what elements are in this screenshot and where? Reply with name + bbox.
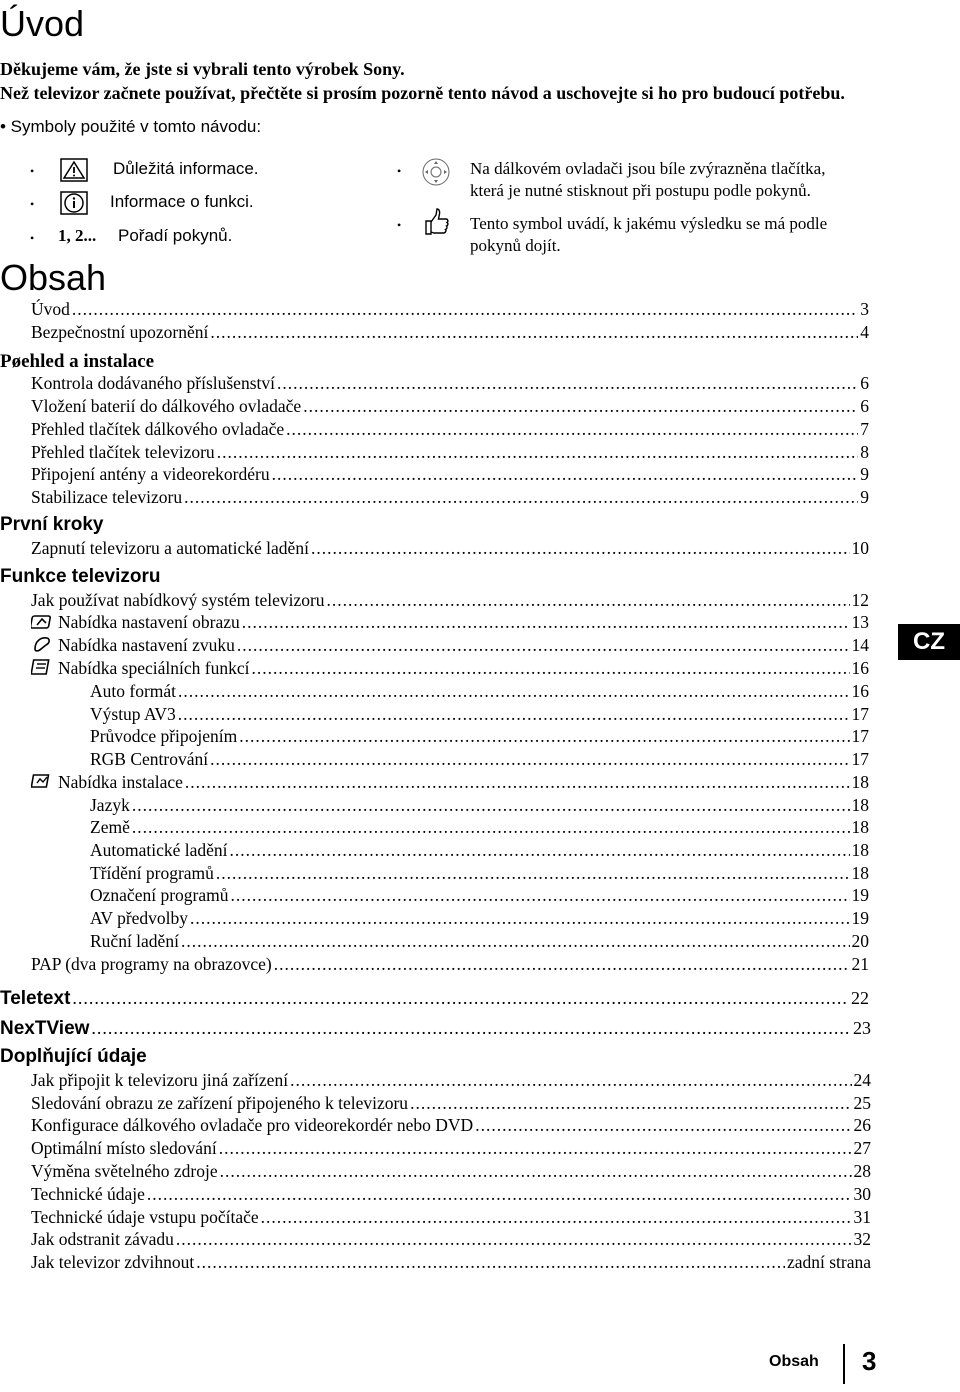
toc-entry-page: 8 xyxy=(860,442,869,462)
toc-entry-page: 14 xyxy=(851,635,869,655)
intro-thanks: Děkujeme vám, že jste si vybrali tento výrobek Sony. xyxy=(0,59,405,79)
toc-entry-page: 21 xyxy=(851,954,869,974)
toc-entry-text: Přehled tlačítek televizoru xyxy=(31,442,215,462)
toc-entry-text: Třídění programů xyxy=(90,863,214,883)
toc-entry-page: 17 xyxy=(851,726,869,746)
toc-section-prehled: Pøehled a instalace xyxy=(0,351,155,372)
toc-entry-page: 31 xyxy=(853,1207,871,1227)
toc-entry-page: 30 xyxy=(853,1184,871,1204)
toc-entry[interactable] xyxy=(31,486,869,508)
info-circle-icon xyxy=(60,191,88,215)
bullet: • xyxy=(30,164,35,178)
toc-entry-page: 12 xyxy=(851,590,869,610)
symbol-info-text: Informace o funkci. xyxy=(110,192,254,211)
toc-entry-text: Vložení baterií do dálkového ovladače xyxy=(31,396,302,416)
toc-entry-text: Teletext xyxy=(0,988,71,1009)
toc-entry-page: 17 xyxy=(851,704,869,724)
toc-entry[interactable] xyxy=(31,1069,871,1091)
toc-entry[interactable] xyxy=(90,907,869,929)
toc-entry-text: Jak odstranit závadu xyxy=(31,1229,174,1249)
bullet: • xyxy=(397,164,402,178)
symbol-result-line2: pokynů dojít. xyxy=(470,236,561,255)
toc-entry[interactable] xyxy=(90,862,869,884)
page-title: Úvod xyxy=(0,3,85,44)
toc-entry-page: 19 xyxy=(851,908,869,928)
toc-entry-text: Ruční ladění xyxy=(90,931,179,951)
toc-entry-page: 25 xyxy=(853,1093,871,1113)
sound-menu-icon xyxy=(31,635,53,653)
toc-entry-text: Průvodce připojením xyxy=(90,726,238,746)
toc-entry[interactable] xyxy=(31,1137,871,1159)
toc-entry-page: 4 xyxy=(860,322,869,342)
toc-entry-text: Bezpečnostní upozornění xyxy=(31,322,209,342)
footer-section-label: Obsah xyxy=(769,1353,819,1370)
toc-entry-text: PAP (dva programy na obrazovce) xyxy=(31,954,272,974)
toc-entry-text: Zapnutí televizoru a automatické ladění xyxy=(31,538,309,558)
toc-entry[interactable] xyxy=(31,441,869,463)
toc-entry-page: 22 xyxy=(851,988,869,1008)
toc-entry-page: 20 xyxy=(851,931,869,951)
toc-entry-text: Nabídka nastavení obrazu xyxy=(58,612,240,632)
toc-section-prvni-kroky: První kroky xyxy=(0,514,104,535)
toc-entry[interactable] xyxy=(58,611,869,633)
toc-entry[interactable] xyxy=(58,657,869,679)
toc-entry-page: 24 xyxy=(853,1070,871,1090)
setup-menu-icon xyxy=(31,772,53,790)
toc-entry-text: Označení programů xyxy=(90,885,229,905)
toc-entry-text: Technické údaje vstupu počítače xyxy=(31,1207,259,1227)
toc-entry-page: 19 xyxy=(851,885,869,905)
toc-entry[interactable] xyxy=(58,634,869,656)
toc-entry-text: Optimální místo sledování xyxy=(31,1138,217,1158)
toc-entry-text: Jak používat nabídkový systém televizoru xyxy=(31,590,325,610)
toc-entry[interactable] xyxy=(31,395,869,417)
intro-instruction: Než televizor začnete používat, přečtěte si prosím pozorně tento návod a uschovejte si ho pro budoucí potřebu. xyxy=(0,83,845,103)
toc-entry-page: 27 xyxy=(853,1138,871,1158)
toc-entry-page: zadní strana xyxy=(786,1252,871,1272)
toc-entry-text: Konfigurace dálkového ovladače pro videorekordér nebo DVD xyxy=(31,1115,474,1135)
toc-entry-page: 26 xyxy=(853,1115,871,1135)
toc-entry[interactable] xyxy=(90,839,869,861)
toc-entry-teletext[interactable] xyxy=(0,987,869,1009)
toc-entry-page: 7 xyxy=(860,419,869,439)
toc-entry-text: Země xyxy=(90,817,130,837)
toc-entry-text: Připojení antény a videorekordéru xyxy=(31,464,270,484)
toc-entry-text: Automatické ladění xyxy=(90,840,228,860)
toc-entry[interactable] xyxy=(31,1160,871,1182)
bullet: • xyxy=(30,197,35,211)
footer-divider xyxy=(843,1344,845,1384)
bullet: • xyxy=(30,231,35,245)
toc-entry[interactable] xyxy=(31,418,869,440)
toc-entry-text: Technické údaje xyxy=(31,1184,145,1204)
toc-entry-page: 18 xyxy=(851,772,869,792)
toc-entry[interactable] xyxy=(31,463,869,485)
symbol-remote-line1: Na dálkovém ovladači jsou bíle zvýrazněna tlačítka, xyxy=(470,159,826,178)
toc-entry-page: 9 xyxy=(860,464,869,484)
toc-entry-text: Sledování obrazu ze zařízení připojeného k televizoru xyxy=(31,1093,409,1113)
toc-entry[interactable] xyxy=(90,680,869,702)
toc-entry-text: Nabídka speciálních funkcí xyxy=(58,658,250,678)
toc-entry-page: 23 xyxy=(853,1018,871,1038)
symbol-steps-text: Pořadí pokynů. xyxy=(118,226,233,245)
toc-entry-page: 13 xyxy=(851,612,869,632)
toc-entry-text: RGB Centrování xyxy=(90,749,209,769)
toc-entry-page: 3 xyxy=(860,299,869,319)
toc-entry-text: Výměna světelného zdroje xyxy=(31,1161,218,1181)
toc-entry-text: Nabídka instalace xyxy=(58,772,183,792)
toc-entry[interactable] xyxy=(31,589,869,611)
footer-page-number: 3 xyxy=(862,1346,877,1376)
toc-entry-text: Jak televizor zdvihnout xyxy=(31,1252,195,1272)
toc-entry-page: 6 xyxy=(860,396,869,416)
toc-entry[interactable] xyxy=(90,816,869,838)
toc-entry-text: Stabilizace televizoru xyxy=(31,487,183,507)
toc-entry[interactable] xyxy=(90,884,869,906)
toc-entry-nextview[interactable] xyxy=(0,1017,871,1039)
toc-entry-page: 18 xyxy=(851,840,869,860)
thumbs-up-hand-icon xyxy=(420,206,452,238)
toc-entry-page: 32 xyxy=(853,1229,871,1249)
toc-entry-page: 16 xyxy=(851,658,869,678)
toc-entry[interactable] xyxy=(90,703,869,725)
toc-entry-page: 16 xyxy=(851,681,869,701)
symbol-steps-prefix: 1, 2... xyxy=(58,226,97,245)
toc-entry[interactable] xyxy=(90,725,869,747)
toc-entry-page: 28 xyxy=(853,1161,871,1181)
toc-entry-page: 18 xyxy=(851,863,869,883)
toc-entry-text: Jak připojit k televizoru jiná zařízení xyxy=(31,1070,289,1090)
toc-entry[interactable] xyxy=(31,1228,871,1250)
toc-entry-page: 6 xyxy=(860,373,869,393)
toc-entry[interactable] xyxy=(58,771,869,793)
toc-entry-text: Úvod xyxy=(31,299,70,319)
picture-menu-icon xyxy=(31,613,53,631)
toc-entry-uvod[interactable] xyxy=(31,298,869,320)
toc-section-funkce: Funkce televizoru xyxy=(0,566,161,587)
bullet: • xyxy=(397,218,402,232)
toc-entry[interactable] xyxy=(31,372,869,394)
symbol-result-line1: Tento symbol uvádí, k jakému výsledku se má podle xyxy=(470,214,828,233)
symbols-heading: • Symboly použité v tomto návodu: xyxy=(0,117,262,136)
toc-section-doplnujici: Doplňující údaje xyxy=(0,1046,147,1067)
toc-entry-text: Kontrola dodávaného příslušenství xyxy=(31,373,275,393)
toc-entry[interactable] xyxy=(31,1183,871,1205)
toc-entry[interactable] xyxy=(31,1114,871,1136)
warning-triangle-icon xyxy=(60,158,88,182)
toc-entry[interactable] xyxy=(90,794,869,816)
toc-entry[interactable] xyxy=(31,1092,871,1114)
symbol-remote-line2: která je nutné stisknout při postupu podle pokynů. xyxy=(470,181,811,200)
toc-entry[interactable] xyxy=(31,1251,871,1273)
toc-entry-text: Jazyk xyxy=(90,795,130,815)
language-tab: CZ xyxy=(898,624,960,660)
toc-entry-text: Auto formát xyxy=(90,681,177,701)
toc-title: Obsah xyxy=(0,257,107,298)
toc-entry[interactable] xyxy=(90,930,869,952)
toc-entry-text: Přehled tlačítek dálkového ovladače xyxy=(31,419,285,439)
toc-entry-page: 9 xyxy=(860,487,869,507)
toc-entry-bezpecnost[interactable] xyxy=(31,321,869,343)
toc-entry-page: 17 xyxy=(851,749,869,769)
toc-entry-text: AV předvolby xyxy=(90,908,189,928)
toc-entry-text: NexTView xyxy=(0,1018,90,1039)
toc-entry[interactable] xyxy=(31,953,869,975)
toc-entry-text: Nabídka nastavení zvuku xyxy=(58,635,235,655)
toc-entry[interactable] xyxy=(90,748,869,770)
features-menu-icon xyxy=(31,658,53,676)
symbol-important-text: Důležitá informace. xyxy=(113,159,259,178)
toc-entry-page: 10 xyxy=(851,538,869,558)
toc-entry-page: 18 xyxy=(851,817,869,837)
toc-entry[interactable] xyxy=(31,1206,871,1228)
toc-entry-page: 18 xyxy=(851,795,869,815)
toc-entry-text: Výstup AV3 xyxy=(90,704,176,724)
toc-entry[interactable] xyxy=(31,537,869,559)
remote-control-icon xyxy=(420,156,452,188)
